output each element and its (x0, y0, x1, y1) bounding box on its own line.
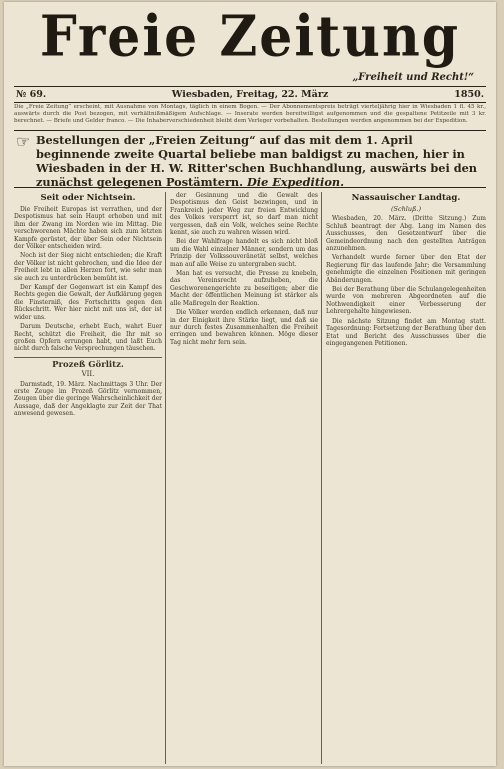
column-right (326, 192, 486, 766)
article-paragraph: der Gesinnung und die Gewalt des Despotismus den Geist bezwingen, und in Frankreich jeder Weg zur freien Entwicklung des Volkes versperrt ist, so darf man nicht vergessen, daß ein Volk, welches seine Rechte kennt, sie auch zu wahren wissen wird. (170, 192, 318, 237)
article-subheading: (Schluß.) (390, 205, 422, 213)
article-paragraph: Darmstadt, 19. März. Nachmittags 3 Uhr. Der erste Zeuge im Prozeß Görlitz vernommen, Zeugen über die geringe Wahrscheinlichkeit der Aussage, daß der Angeklagte zur Zeit der That anwesend gewesen. (14, 380, 162, 418)
article-paragraph: Bei der Berathung über die Schulangelegenheiten wurde von mehreren Abgeordneten auf die Nothwendigkeit einer Verbesserung der Lehrergehalte hingewiesen. (326, 286, 486, 316)
section-divider (14, 357, 162, 358)
newspaper-title: Freie Zeitung (39, 3, 461, 70)
issue-number: № 69. (16, 89, 47, 100)
article-paragraph: Die Völker werden endlich erkennen, daß nur in der Einigkeit ihre Stärke liegt, und daß sie nur durch festes Zusammenhalten die Freiheit erringen und bewahren können. Möge dieser Tag nicht mehr fern sein. (170, 309, 318, 346)
column-divider (165, 192, 166, 764)
newspaper-page (4, 2, 496, 766)
article-paragraph: Man hat es versucht, die Presse zu knebeln, das Vereinsrecht aufzuheben, die Geschworenengerichte zu beseitigen; aber die Macht der öffentlichen Meinung ist stärker als alle Maßregeln der Reaktion. (170, 270, 318, 307)
article-paragraph: Darum Deutsche, erhebt Euch, wahrt Euer Recht, schützt die Freiheit, die Ihr mit so großen Opfern errungen habt, und laßt Euch nicht durch falsche Versprechungen täuschen. (14, 323, 162, 353)
article-paragraph: Noch ist der Sieg nicht entschieden; die Kraft der Völker ist nicht gebrochen, und die Idee der Freiheit lebt in allen Herzen fort, wie sehr man sie auch zu unterdrücken bemüht ist. (14, 252, 162, 282)
column-divider (321, 192, 322, 764)
announcement-signature: Die Expedition. (246, 175, 345, 189)
article-part-number: VII. (81, 370, 95, 379)
article-paragraph: Die nächste Sitzung findet am Montag statt. Tagesordnung: Fortsetzung der Berathung über den Etat und Bericht des Ausschusses über die eingegangenen Petitionen. (326, 317, 486, 347)
issue-year: 1850. (454, 89, 484, 100)
announcement-text: Bestellungen der „Freien Zeitung“ auf das mit dem 1. April beginnende zweite Quartal beliebe man baldigst zu machen, hier in Wiesbaden in der H. W. Ritter'schen Buchhandlung, auswärts bei den zunächst gelegenen Postämtern. (36, 133, 478, 189)
article-paragraph: Verhandelt wurde ferner über den Etat der Regierung für das laufende Jahr; die Versammlung genehmigte die einzelnen Positionen mit geringen Abänderungen. (326, 254, 486, 284)
article-paragraph: Die Freiheit Europas ist verrathen, und der Despotismus hat sein Haupt erhoben und mit ihm der Zwang im Norden wie im Mittag. Die verschworenen Mächte haben sich zum letzten Kampfe gerüstet, der über Sein oder Nichtsein der Völker entscheiden wird. (14, 206, 162, 251)
article-heading: Nassauischer Landtag. (351, 193, 461, 203)
subscription-notice: Die „Freie Zeitung“ erscheint, mit Ausnahme von Montags, täglich in einem Bogen. — Der Abonnementspreis beträgt vierteljährig hier in Wiesbaden 1 fl. 45 kr., auswärts durch die Post bezogen, mit verhältnißmäßigem Aufschlage. — Inserate werden bereitwilligst aufgenommen und die gespaltene Petitzeile mit 3 kr. berechnet. — Briefe und Gelder franco. — Die Inhaberverschiedenheit bleibt dem Verleger vorbehalten. Bestellungen werden angenommen bei der Expedition. (14, 104, 486, 125)
article-paragraph: Der Kampf der Gegenwart ist ein Kampf des Rechts gegen die Gewalt, der Aufklärung gegen die Finsterniß, des Fortschritts gegen den Rückschritt. Wer hier nicht mit uns ist, der ist wider uns. (14, 284, 162, 321)
column-middle (170, 192, 318, 766)
issue-date: Wiesbaden, Freitag, 22. März (171, 89, 329, 100)
subscription-announcement (14, 130, 486, 188)
newspaper-motto: „Freiheit und Recht!“ (352, 72, 474, 83)
article-paragraph: Bei der Wahlfrage handelt es sich nicht bloß um die Wahl einzelner Männer, sondern um das Prinzip der Volkssouveränetät selbst, welches man auf alle Weise zu untergraben sucht. (170, 238, 318, 268)
dateline-bar (14, 86, 486, 103)
article-heading: Seit oder Nichtsein. (40, 193, 136, 203)
article-paragraph: Wiesbaden, 20. März. (Dritte Sitzung.) Zum Schluß beantragt der Abg. Lang im Namen des Ausschusses, den Gesetzentwurf über die Gemeindeordnung nach den gestellten Anträgen anzunehmen. (326, 215, 486, 253)
article-heading: Prozeß Görlitz. (52, 359, 124, 370)
pointing-hand-icon: ☞ (16, 132, 31, 151)
column-left (14, 192, 162, 766)
